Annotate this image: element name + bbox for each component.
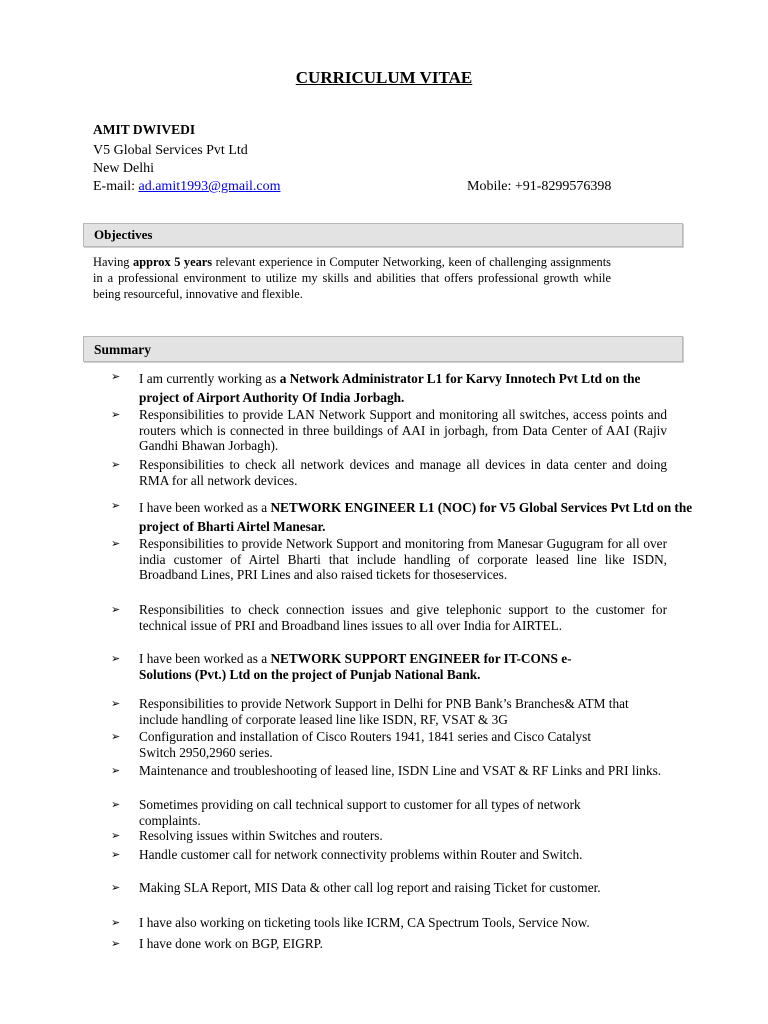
bullet-arrow-icon: ➢ bbox=[111, 458, 121, 471]
summary-item-text: Configuration and installation of Cisco Routers 1941, 1841 series and Cisco Catalyst Switch 2950,2960 series. bbox=[139, 729, 592, 760]
summary-item-text: I have done work on BGP, EIGRP. bbox=[139, 936, 323, 951]
summary-item-text: Resolving issues within Switches and routers. bbox=[139, 828, 383, 843]
summary-item-text: Maintenance and troubleshooting of leased line, ISDN Line and VSAT & RF Links and PRI links. bbox=[139, 763, 662, 778]
bullet-arrow-icon: ➢ bbox=[111, 370, 121, 383]
summary-item-text: Responsibilities to check all network devices and manage all devices in data center and doing RMA for all network devices. bbox=[139, 457, 667, 488]
city-line: New Delhi bbox=[93, 161, 155, 176]
bullet-arrow-icon: ➢ bbox=[111, 499, 121, 512]
bullet-arrow-icon: ➢ bbox=[111, 881, 121, 894]
objective-paragraph bbox=[93, 254, 611, 302]
email-label: E-mail: bbox=[93, 179, 139, 194]
bullet-arrow-icon: ➢ bbox=[111, 937, 121, 950]
summary-item-text: Responsibilities to provide LAN Network Support and monitoring all switches, access points and routers which is connected in three buildings of AAI in jorbagh, from Data Center of AAI (Rajiv Gandhi Bhawan Jorbagh). bbox=[139, 407, 667, 453]
email-link[interactable]: ad.amit1993@gmail.com bbox=[138, 179, 281, 194]
objective-text-pre: Having bbox=[93, 255, 134, 269]
summary-item-text: I have been worked as a NETWORK ENGINEER L1 (NOC) for V5 Global Services Pvt Ltd on the project of Bharti Airtel Manesar. bbox=[139, 500, 693, 534]
bullet-arrow-icon: ➢ bbox=[111, 916, 121, 929]
summary-item-text: Making SLA Report, MIS Data & other call log report and raising Ticket for customer. bbox=[139, 880, 601, 895]
mobile-number: Mobile: +91-8299576398 bbox=[467, 179, 612, 194]
bullet-arrow-icon: ➢ bbox=[111, 537, 121, 550]
bullet-arrow-icon: ➢ bbox=[111, 764, 121, 777]
summary-item-text: I have been worked as a NETWORK SUPPORT ENGINEER for IT-CONS e- Solutions (Pvt.) Ltd on the project of Punjab National Bank. bbox=[139, 651, 572, 682]
contact-block bbox=[93, 121, 653, 196]
summary-item-text: I have also working on ticketing tools like ICRM, CA Spectrum Tools, Service Now. bbox=[139, 915, 590, 930]
summary-item-text: Sometimes providing on call technical support to customer for all types of network complaints. bbox=[139, 797, 581, 828]
page-title: CURRICULUM VITAE bbox=[295, 68, 473, 87]
summary-header bbox=[83, 336, 683, 362]
summary-item-text: I am currently working as a Network Administrator L1 for Karvy Innotech Pvt Ltd on the project of Airport Authority Of India Jorbagh. bbox=[139, 371, 641, 405]
summary-item-text: Handle customer call for network connectivity problems within Router and Switch. bbox=[139, 847, 583, 862]
objective-text-bold: approx 5 years bbox=[133, 255, 213, 269]
bullet-arrow-icon: ➢ bbox=[111, 730, 121, 743]
email-mobile-row bbox=[93, 178, 653, 196]
bullet-arrow-icon: ➢ bbox=[111, 848, 121, 861]
summary-item-text: Responsibilities to provide Network Support and monitoring from Manesar Gugugram for all over india customer of Airtel Bharti that include handling of corporate leased line like ISDN, Broadband Lines, PRI Lines and also raised tickets for thoseservices. bbox=[139, 536, 667, 582]
bullet-arrow-icon: ➢ bbox=[111, 829, 121, 842]
bullet-arrow-icon: ➢ bbox=[111, 652, 121, 665]
bullet-arrow-icon: ➢ bbox=[111, 408, 121, 421]
summary-item-text: Responsibilities to provide Network Support in Delhi for PNB Bank’s Branches& ATM that include handling of corporate leased line like ISDN, RF, VSAT & 3G bbox=[139, 696, 629, 727]
objectives-header bbox=[83, 223, 683, 247]
bullet-arrow-icon: ➢ bbox=[111, 798, 121, 811]
summary-heading: Summary bbox=[94, 342, 151, 357]
candidate-name: AMIT DWIVEDI bbox=[93, 122, 196, 137]
summary-item-text: Responsibilities to check connection issues and give telephonic support to the customer for technical issue of PRI and Broadband lines issues to all over India for AIRTEL. bbox=[139, 602, 667, 633]
bullet-arrow-icon: ➢ bbox=[111, 697, 121, 710]
objectives-heading: Objectives bbox=[94, 227, 153, 242]
objective-text-post: relevant experience in Computer Networking, keen of challenging assignments in a professional environment to utilize my skills and abilities that offers professional growth while being resourceful, innovative and flexible. bbox=[93, 255, 612, 301]
company-line: V5 Global Services Pvt Ltd bbox=[93, 143, 248, 158]
bullet-arrow-icon: ➢ bbox=[111, 603, 121, 616]
